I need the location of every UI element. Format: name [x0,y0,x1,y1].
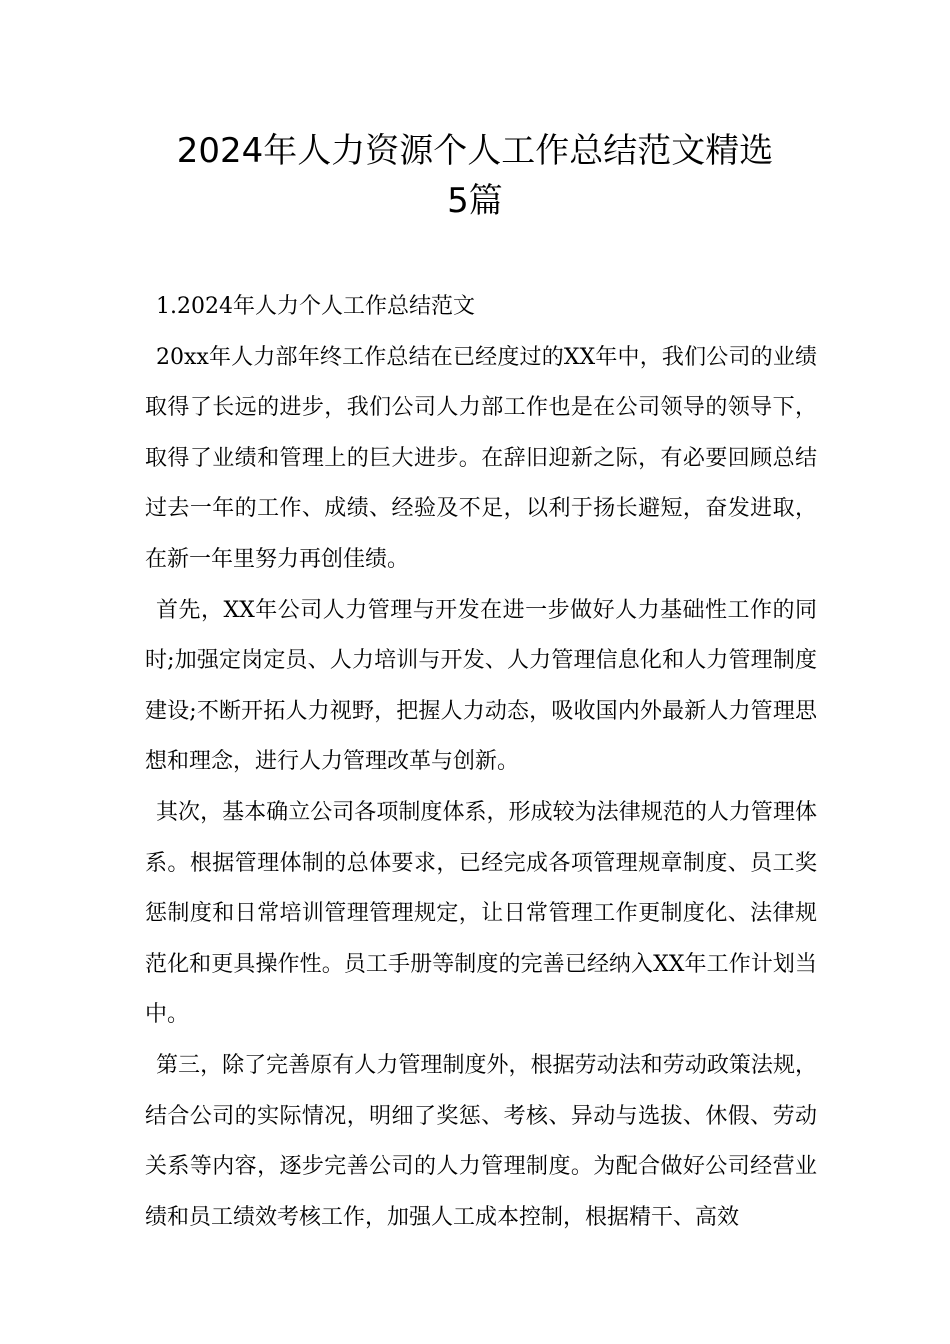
document-title [100,126,850,226]
section-heading: 1.2024年人力个人工作总结范文 [156,294,475,319]
title-line-1: 2024年人力资源个人工作总结范文精选 [176,131,774,171]
paragraph-intro: 20xx年人力部年终工作总结在已经度过的XX年中，我们公司的业绩取得了长远的进步，我们公司人力部工作也是在公司领导的领导下，取得了业绩和管理上的巨大进步。在辞旧迎新之际，有必要回顾总结过去一年的工作、成绩、经验及不足，以利于扬长避短，奋发进取，在新一年里努力再创佳绩。 [145,344,817,572]
paragraph-third: 第三，除了完善原有人力管理制度外，根据劳动法和劳动政策法规，结合公司的实际情况，明细了奖惩、考核、异动与选拔、休假、劳动关系等内容，逐步完善公司的人力管理制度。为配合做好公司经营业绩和员工绩效考核工作，加强人工成本控制，根据精干、高效 [145,1052,817,1230]
paragraph-second: 其次，基本确立公司各项制度体系，形成较为法律规范的人力管理体系。根据管理体制的总体要求，已经完成各项管理规章制度、员工奖惩制度和日常培训管理管理规定，让日常管理工作更制度化、法律规范化和更具操作性。员工手册等制度的完善已经纳入XX年工作计划当中。 [145,799,817,1028]
paragraph-first: 首先，XX年公司人力管理与开发在进一步做好人力基础性工作的同时;加强定岗定员、人力培训与开发、人力管理信息化和人力管理制度建设;不断开拓人力视野，把握人力动态，吸收国内外最新人力管理思想和理念，进行人力管理改革与创新。 [145,597,817,775]
document-body [145,282,817,1243]
title-line-2: 5篇 [447,181,503,221]
